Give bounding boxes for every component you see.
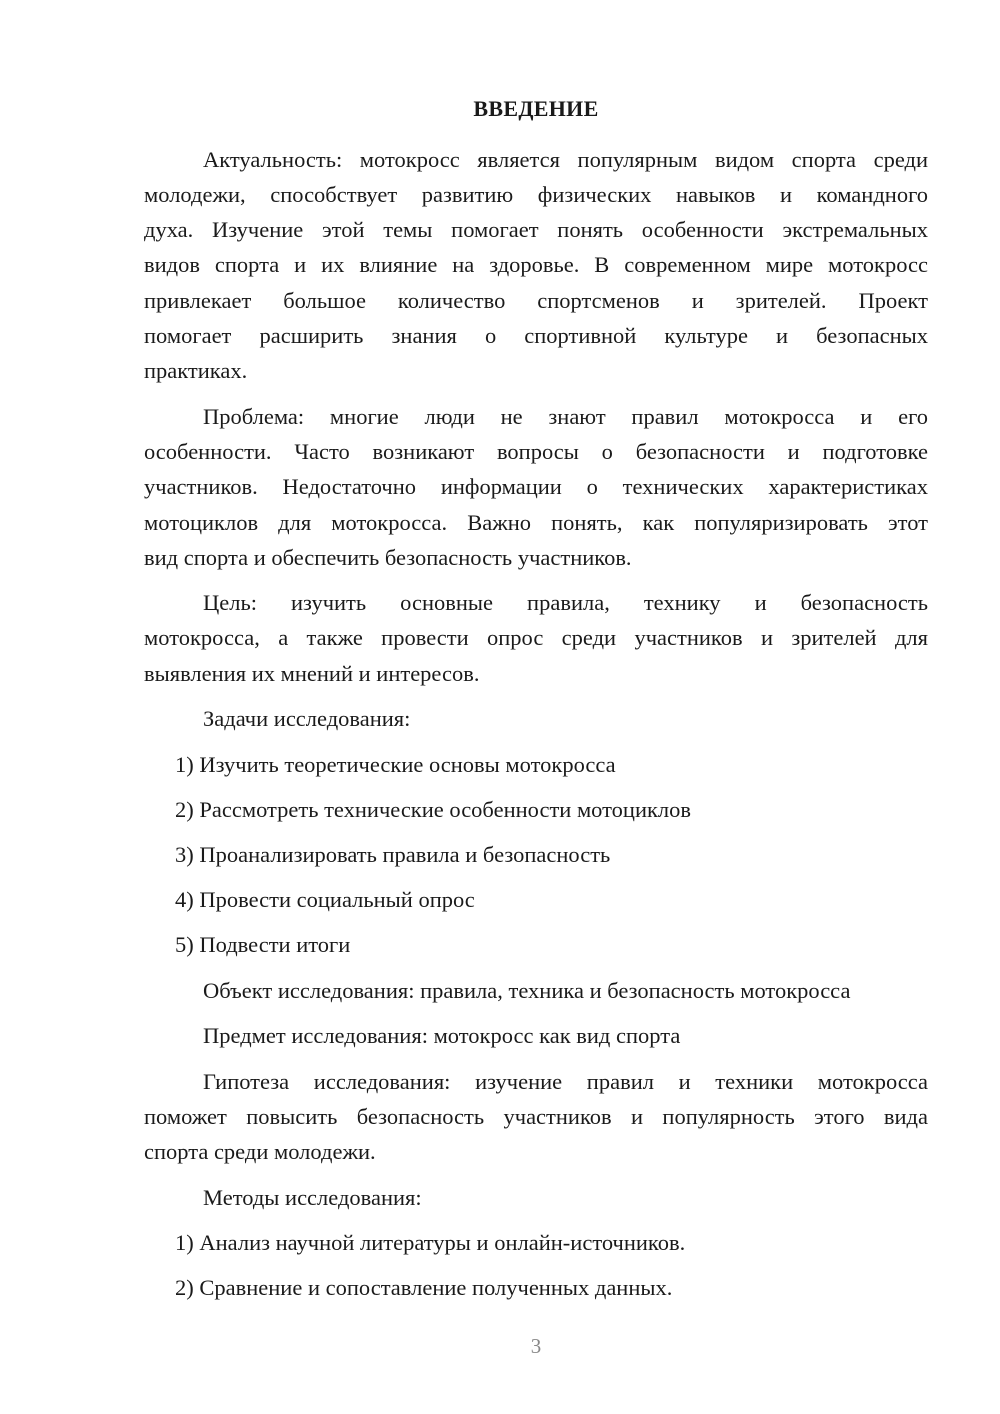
text-line: спорта среди молодежи. [144, 1139, 376, 1164]
page-title: ВВЕДЕНИЕ [473, 96, 599, 121]
text-line: мотокросса, а также провести опрос среди участников и зрителей для [144, 625, 928, 650]
text-line: мотоциклов для мотокросса. Важно понять, как популяризировать этот [144, 510, 928, 535]
list-item: 4) Провести социальный опрос [175, 887, 475, 912]
text-line: Гипотеза исследования: изучение правил и техники мотокросса [203, 1069, 928, 1094]
text-line: выявления их мнений и интересов. [144, 661, 480, 686]
research-object: Объект исследования: правила, техника и безопасность мотокросса [203, 978, 851, 1003]
text-line: Актуальность: мотокросс является популярным видом спорта среди [203, 147, 928, 172]
text-line: привлекает большое количество спортсменов и зрителей. Проект [144, 288, 928, 313]
text-line: духа. Изучение этой темы помогает понять особенности экстремальных [144, 217, 928, 242]
text-line: вид спорта и обеспечить безопасность участников. [144, 545, 632, 570]
list-item: 5) Подвести итоги [175, 932, 351, 957]
text-line: особенности. Часто возникают вопросы о безопасности и подготовке [144, 439, 928, 464]
list-item: 2) Рассмотреть технические особенности мотоциклов [175, 797, 692, 822]
text-line: помогает расширить знания о спортивной культуре и безопасных [144, 323, 928, 348]
list-item: 1) Изучить теоретические основы мотокросса [175, 752, 616, 777]
text-line: Проблема: многие люди не знают правил мотокросса и его [203, 404, 928, 429]
text-line: участников. Недостаточно информации о технических характеристиках [144, 474, 928, 499]
methods-heading: Методы исследования: [203, 1185, 422, 1210]
list-item: 1) Анализ научной литературы и онлайн-источников. [175, 1230, 686, 1255]
list-item: 2) Сравнение и сопоставление полученных данных. [175, 1275, 673, 1300]
text-line: Цель: изучить основные правила, технику и безопасность [203, 590, 928, 615]
text-line: молодежи, способствует развитию физических навыков и командного [144, 182, 928, 207]
text-line: практиках. [144, 358, 248, 383]
tasks-heading: Задачи исследования: [203, 706, 411, 731]
page-number: 3 [530, 1334, 542, 1358]
list-item: 3) Проанализировать правила и безопасность [175, 842, 611, 867]
research-subject: Предмет исследования: мотокросс как вид спорта [203, 1023, 681, 1048]
text-line: поможет повысить безопасность участников и популярность этого вида [144, 1104, 928, 1129]
text-line: видов спорта и их влияние на здоровье. В современном мире мотокросс [144, 252, 928, 277]
